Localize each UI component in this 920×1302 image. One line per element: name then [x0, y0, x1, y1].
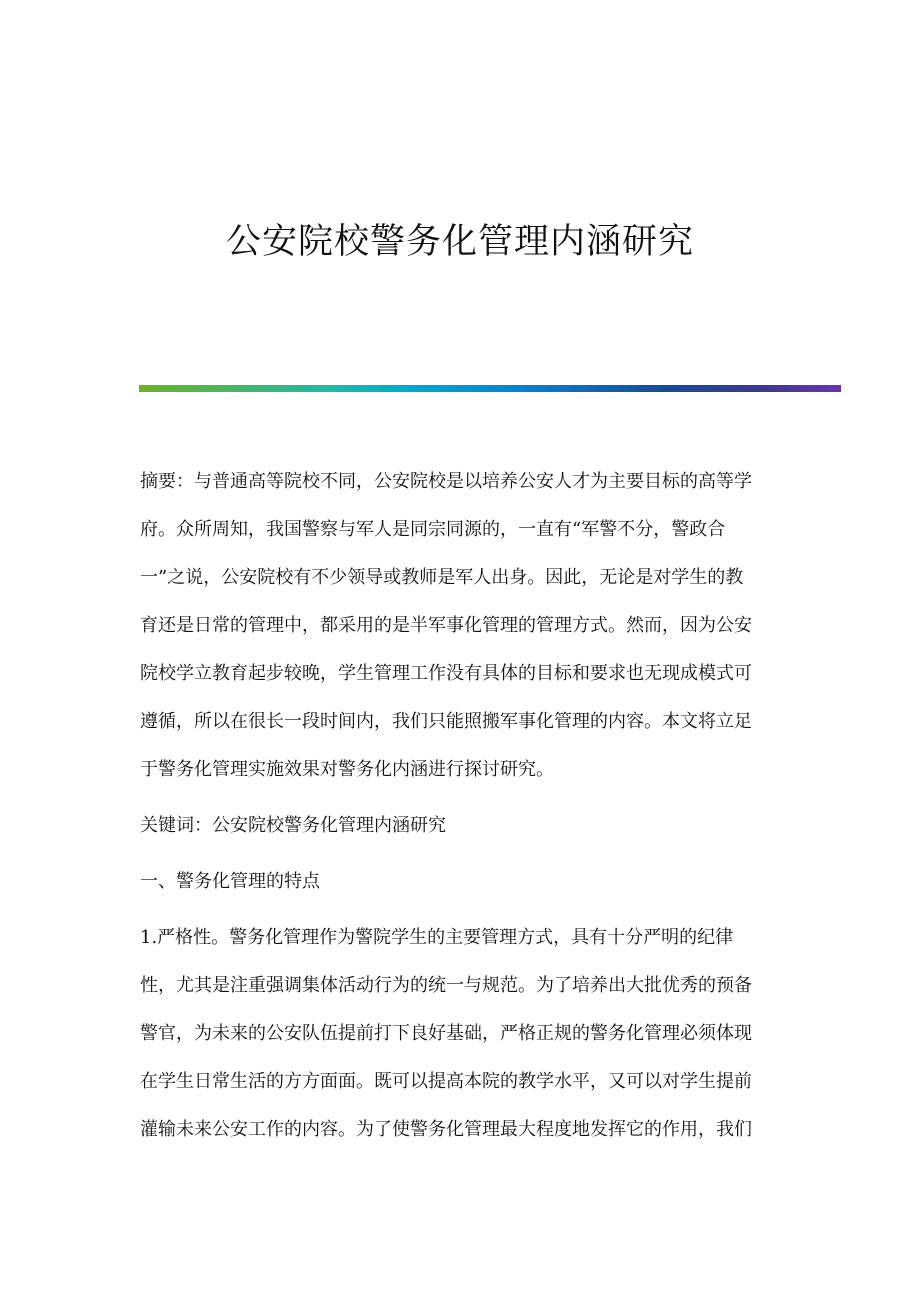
section-heading: 一、警务化管理的特点 [140, 871, 320, 892]
section-heading-paragraph [140, 866, 780, 914]
text-line: 一”之说，公安院校有不少领导或教师是军人出身。因此，无论是对学生的教 [140, 567, 744, 588]
text-line: 灌输未来公安工作的内容。为了使警务化管理最大程度地发挥它的作用，我们 [140, 1119, 752, 1140]
text-line: 摘要：与普通高等院校不同，公安院校是以培养公安人才为主要目标的高等学 [140, 471, 752, 492]
abstract-paragraph [140, 466, 780, 802]
keywords: 关键词：公安院校警务化管理内涵研究 [140, 815, 446, 836]
text-line: 院校学立教育起步较晚，学生管理工作没有具体的目标和要求也无现成模式可 [140, 663, 752, 684]
text-line: 性，尤其是注重强调集体活动行为的统一与规范。为了培养出大批优秀的预备 [140, 975, 752, 996]
text-line: 育还是日常的管理中，都采用的是半军事化管理的管理方式。然而，因为公安 [140, 615, 752, 636]
document-title: 公安院校警务化管理内涵研究 [225, 222, 694, 262]
text-line: 1.严格性。警务化管理作为警院学生的主要管理方式，具有十分严明的纪律 [140, 927, 734, 948]
text-line: 警官，为未来的公安队伍提前打下良好基础，严格正规的警务化管理必须体现 [140, 1023, 752, 1044]
text-line: 府。众所周知，我国警察与军人是同宗同源的，一直有“军警不分，警政合 [140, 519, 726, 540]
text-line: 遵循，所以在很长一段时间内，我们只能照搬军事化管理的内容。本文将立足 [140, 711, 752, 732]
text-line: 于警务化管理实施效果对警务化内涵进行探讨研究。 [140, 759, 554, 780]
body-paragraph [140, 922, 780, 1162]
keywords-paragraph [140, 810, 780, 858]
title-divider-gradient [139, 385, 841, 392]
document-body [140, 466, 780, 1170]
text-line: 在学生日常生活的方方面面。既可以提高本院的教学水平，又可以对学生提前 [140, 1071, 752, 1092]
